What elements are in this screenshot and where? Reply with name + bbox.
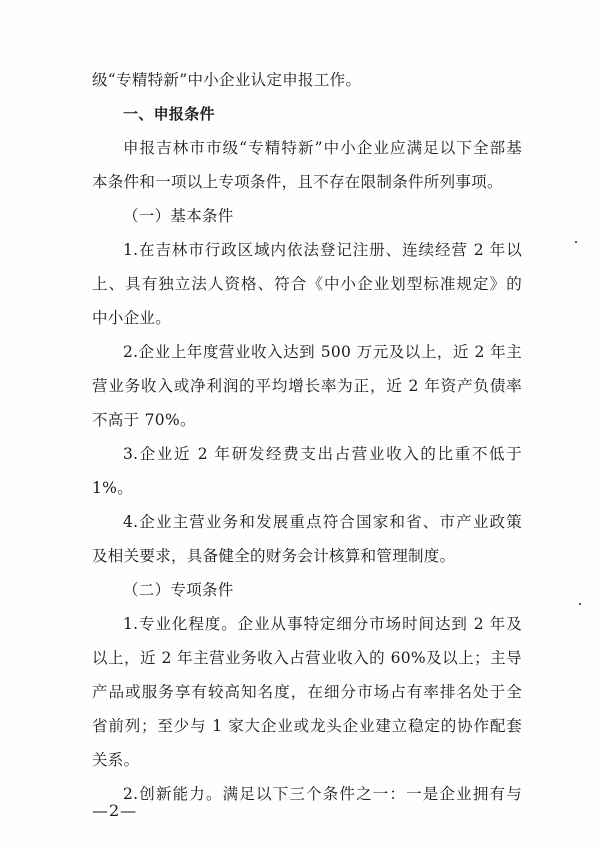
basic-item-1-line-3: 中小企业。 bbox=[92, 309, 172, 327]
basic-item-4-line-1: 4.企业主营业务和发展重点符合国家和省、市产业政策 bbox=[123, 513, 522, 531]
basic-item-1-line-1: 1.在吉林市行政区域内依法登记注册、连续经营 2 年以 bbox=[123, 241, 522, 259]
special-item-1-line-4: 省前列；至少与 1 家大企业或龙头企业建立稳定的协作配套 bbox=[92, 717, 522, 735]
basic-item-3-line-1: 3.企业近 2 年研发经费支出占营业收入的比重不低于 bbox=[123, 445, 522, 463]
special-item-1-line-1: 1.专业化程度。企业从事特定细分市场时间达到 2 年及 bbox=[123, 615, 522, 633]
basic-item-2-line-1: 2.企业上年度营业收入达到 500 万元及以上，近 2 年主 bbox=[123, 343, 522, 361]
paragraph-intro-line-2: 本条件和一项以上专项条件，且不存在限制条件所列事项。 bbox=[92, 173, 503, 191]
basic-item-1-line-2: 上、具有独立法人资格、符合《中小企业划型标准规定》的 bbox=[92, 275, 522, 293]
subheading-special-conditions: （二）专项条件 bbox=[123, 581, 234, 599]
basic-item-3-line-2: 1%。 bbox=[92, 479, 133, 497]
subheading-basic-conditions: （一）基本条件 bbox=[123, 207, 234, 225]
basic-item-2-line-3: 不高于 70%。 bbox=[92, 411, 196, 429]
scan-speck bbox=[579, 603, 581, 605]
special-item-1-line-3: 产品或服务享有较高知名度，在细分市场占有率排名处于全 bbox=[92, 683, 522, 701]
special-item-1-line-5: 关系。 bbox=[92, 751, 140, 769]
basic-item-2-line-2: 营业务收入或净利润的平均增长率为正，近 2 年资产负债率 bbox=[92, 377, 522, 395]
basic-item-4-line-2: 及相关要求，具备健全的财务会计核算和管理制度。 bbox=[92, 547, 456, 565]
page-number: —2— bbox=[92, 801, 138, 820]
paragraph-intro-line-1: 申报吉林市市级“专精特新”中小企业应满足以下全部基 bbox=[123, 139, 522, 157]
special-item-1-line-2: 以上，近 2 年主营业务收入占营业收入的 60%及以上；主导 bbox=[92, 649, 522, 667]
special-item-2-line-1: 2.创新能力。满足以下三个条件之一：一是企业拥有与 bbox=[123, 785, 522, 803]
scan-speck bbox=[575, 241, 577, 243]
text-line-continuation: 级“专精特新”中小企业认定申报工作。 bbox=[92, 71, 362, 89]
section-heading-requirements: 一、申报条件 bbox=[123, 105, 215, 123]
